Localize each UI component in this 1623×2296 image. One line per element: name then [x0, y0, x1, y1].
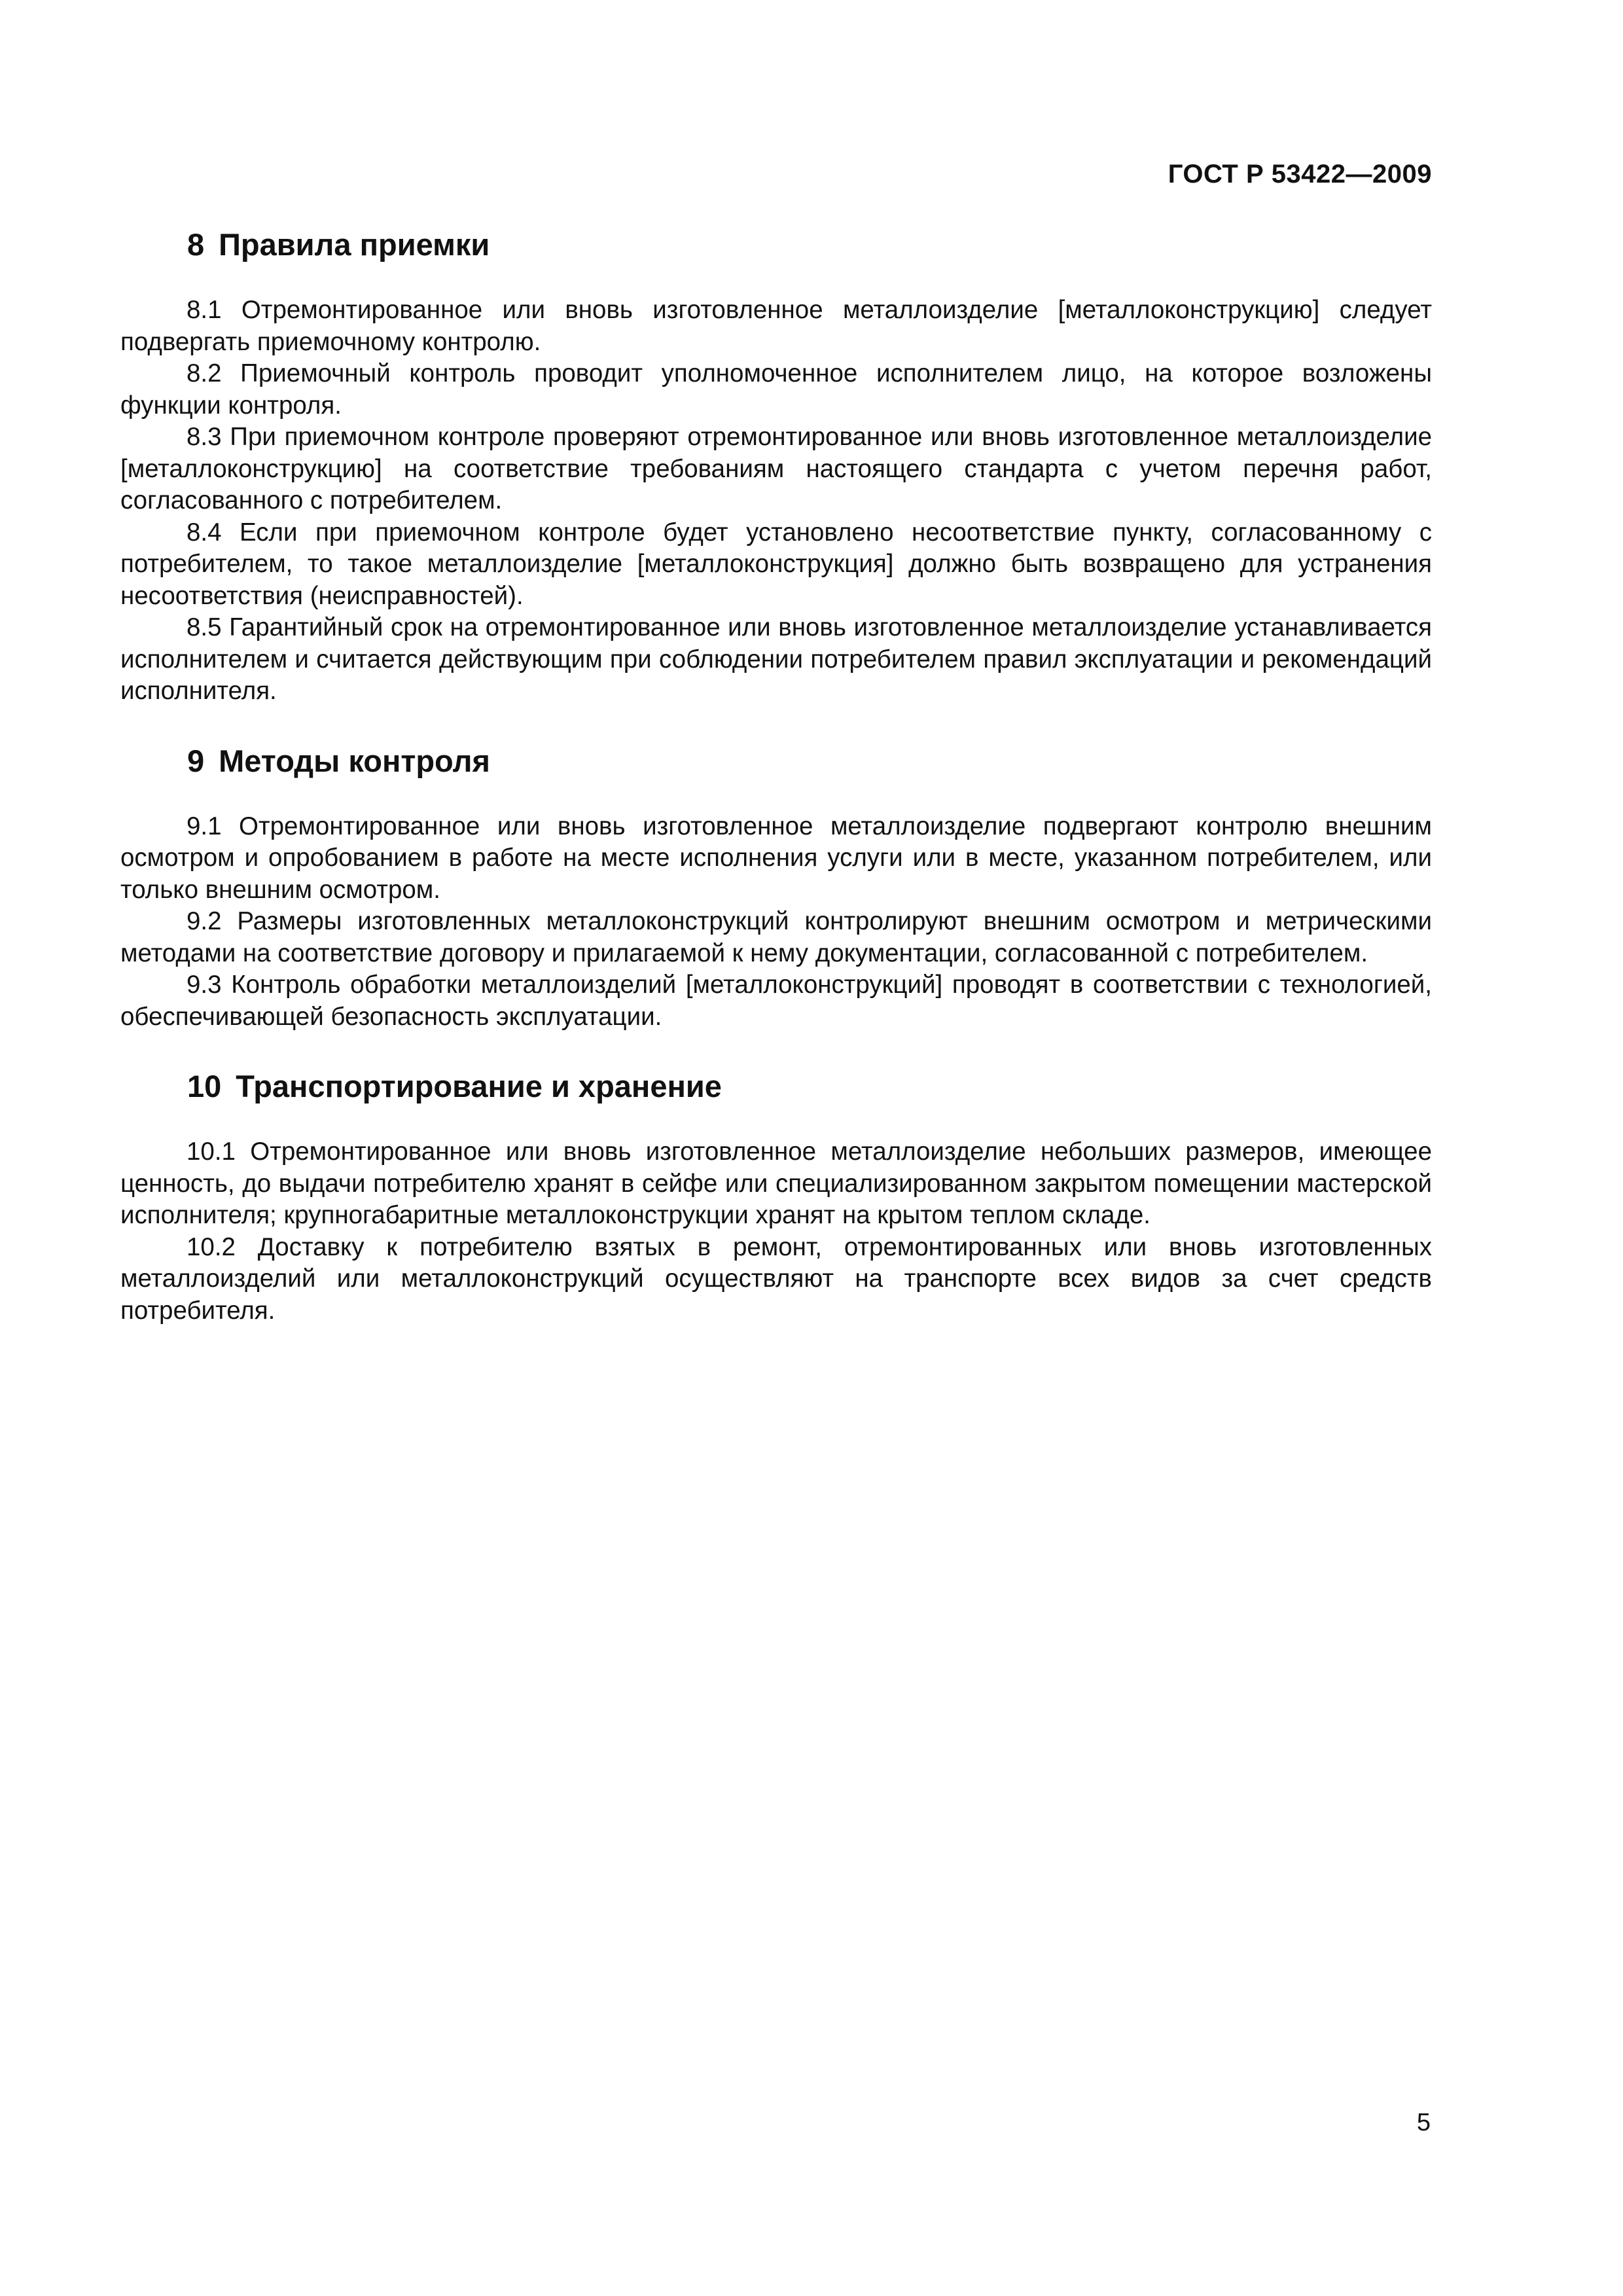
paragraph-8-3: 8.3 При приемочном контроле проверяют отремонтированное или вновь изготовленное металлоизделие [металлоконструкцию] на соответствие требованиям настоящего стандарта с учетом перечня работ, согласованного с потребителем. — [120, 423, 1432, 514]
paragraph-9-3: 9.3 Контроль обработки металлоизделий [металлоконструкций] проводят в соответствии с технологией, обеспечивающей безопасность эксплуатации. — [120, 971, 1432, 1031]
document-code: ГОСТ Р 53422—2009 — [1168, 160, 1432, 188]
document-body — [120, 226, 1432, 1362]
section-title: Методы контроля — [219, 743, 490, 778]
paragraph-8-4: 8.4 Если при приемочном контроле будет установлено несоответствие пункту, согласованному с потребителем, то такое металлоизделие [металлоконструкция] должно быть возвращено для устранения несоответствия (неисправностей). — [120, 518, 1432, 610]
paragraph-8-1: 8.1 Отремонтированное или вновь изготовленное металлоизделие [металлоконструкцию] следует подвергать приемочному контролю. — [120, 296, 1432, 356]
section-number: 9 — [187, 743, 205, 778]
paragraph-8-2: 8.2 Приемочный контроль проводит уполномоченное исполнителем лицо, на которое возложены функции контроля. — [120, 359, 1432, 420]
paragraph-10-2: 10.2 Доставку к потребителю взятых в ремонт, отремонтированных или вновь изготовленных металлоизделий или металлоконструкций осуществляют на транспорте всех видов за счет средств потребителя. — [120, 1232, 1432, 1325]
section-number: 8 — [187, 227, 205, 262]
page-number: 5 — [1416, 2109, 1431, 2136]
section-heading — [187, 1068, 1432, 1105]
paragraph-10-1: 10.1 Отремонтированное или вновь изготовленное металлоизделие небольших размеров, имеющее ценность, до выдачи потребителю хранят в сейфе или специализированном закрытом помещении мастерской исполнителя; крупногабаритные металлоконструкции хранят на крытом теплом складе. — [120, 1138, 1432, 1229]
section-number: 10 — [187, 1069, 222, 1103]
section-9 — [120, 743, 1432, 1033]
section-heading — [187, 743, 1432, 780]
section-8 — [120, 226, 1432, 708]
section-title: Транспортирование и хранение — [236, 1069, 722, 1103]
paragraph-9-1: 9.1 Отремонтированное или вновь изготовленное металлоизделие подвергают контролю внешним осмотром и опробованием в работе на месте исполнения услуги или в месте, указанном потребителем, или только внешним осмотром. — [120, 812, 1432, 904]
section-title: Правила приемки — [219, 227, 490, 262]
paragraph-8-5: 8.5 Гарантийный срок на отремонтированное или вновь изготовленное металлоизделие устанавливается исполнителем и считается действующим при соблюдении потребителем правил эксплуатации и рекомендаций исполнителя. — [120, 613, 1432, 705]
paragraph-9-2: 9.2 Размеры изготовленных металлоконструкций контролируют внешним осмотром и метрическими методами на соответствие договору и прилагаемой к нему документации, согласованной с потребителем. — [120, 907, 1432, 967]
section-heading — [187, 226, 1432, 263]
section-10 — [120, 1068, 1432, 1327]
